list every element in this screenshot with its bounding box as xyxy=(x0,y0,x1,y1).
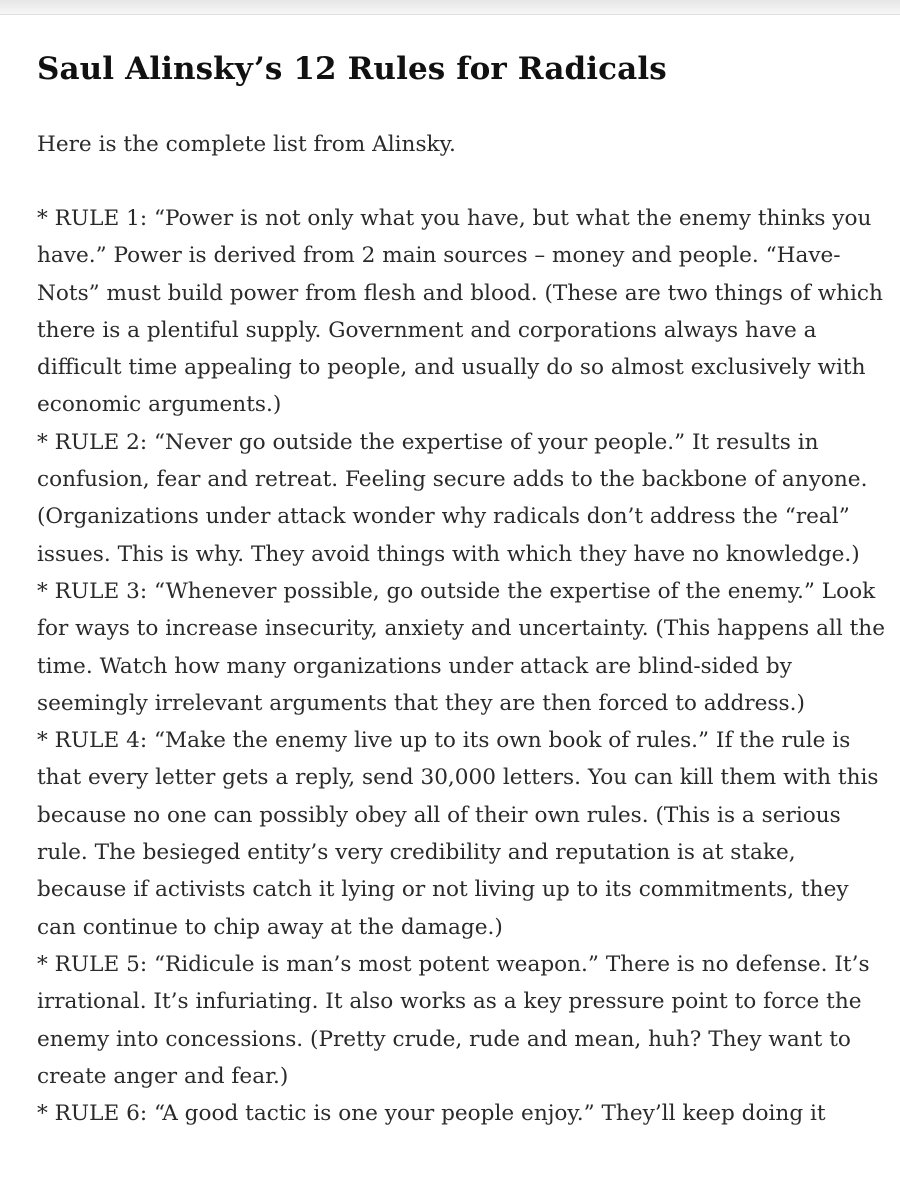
rule-4: * RULE 4: “Make the enemy live up to its own book of rules.” If the rule is that every letter gets a reply, send 30,000 letters. You can kill them with this because no one can possibly obey all of their own rules. (This is a serious rule. The besieged entity’s very credibility and reputation is at stake, because if activists catch it lying or not living up to its commitments, they can continue to chip away at the damage.) xyxy=(37,728,879,940)
article-title: Saul Alinsky’s 12 Rules for Radicals xyxy=(37,51,667,87)
article xyxy=(37,44,887,1132)
rule-6: * RULE 6: “A good tactic is one your people enjoy.” They’ll keep doing it xyxy=(37,1101,826,1127)
rules-list xyxy=(37,200,887,1132)
rule-5: * RULE 5: “Ridicule is man’s most potent weapon.” There is no defense. It’s irrational. It’s infuriating. It also works as a key pressure point to force the enemy into concessions. (Pretty crude, rude and mean, huh? They want to create anger and fear.) xyxy=(37,951,870,1089)
rule-1: * RULE 1: “Power is not only what you have, but what the enemy thinks you have.” Power is derived from 2 main sources – money and people. “Have-Nots” must build power from flesh and blood. (These are two things of which there is a plentiful supply. Government and corporations always have a difficult time appealing to people, and usually do so almost exclusively with economic arguments.) xyxy=(37,206,883,418)
rule-3: * RULE 3: “Whenever possible, go outside the expertise of the enemy.” Look for ways to increase insecurity, anxiety and uncertainty. (This happens all the time. Watch how many organizations under attack are blind-sided by seemingly irrelevant arguments that they are then forced to address.) xyxy=(37,578,885,716)
top-divider xyxy=(0,0,900,15)
rule-2: * RULE 2: “Never go outside the expertise of your people.” It results in confusion, fear and retreat. Feeling secure adds to the backbone of anyone. (Organizations under attack wonder why radicals don’t address the “real” issues. This is why. They avoid things with which they have no knowledge.) xyxy=(37,429,868,567)
intro-paragraph: Here is the complete list from Alinsky. xyxy=(37,132,456,157)
